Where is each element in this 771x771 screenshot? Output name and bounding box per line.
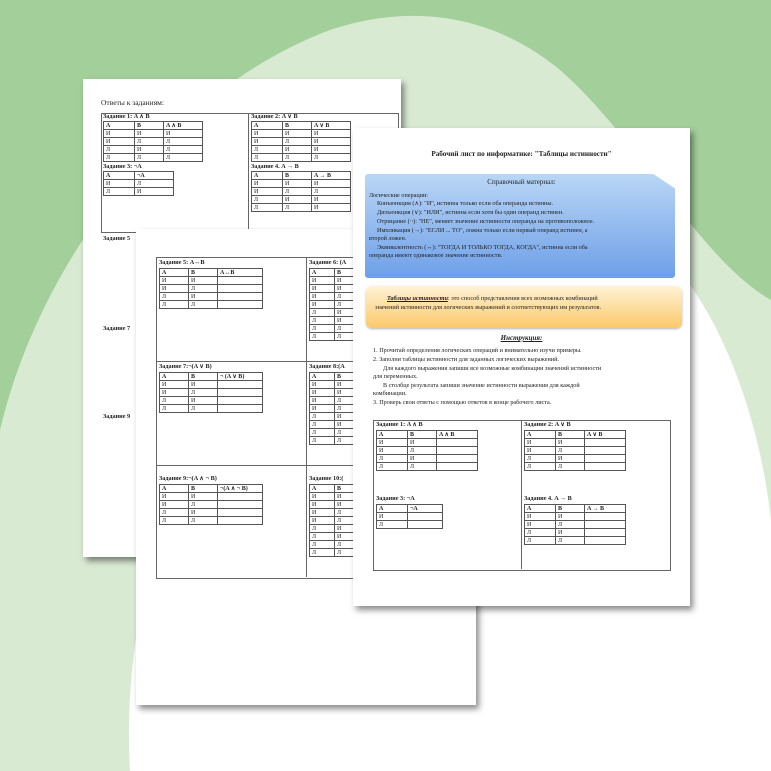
- front-page: Рабочий лист по информатике: "Таблицы истинности" Справочный материал: Логические операции: Конъюнкция (∧): "И", истинна только если оба операнда истинны. Дизъюнкция (∨): "ИЛИ", истинна если хотя бы один операнд истинен. Отрицание (¬): "НЕ", меняет значение истинности операнда на противоположное. Импликация (→): "ЕСЛИ ... ТО", ложна только если первый операнд истинен, а второй ложен. Эквивалентность (↔): "ТОГДА И ТОЛЬКО ТОГДА, КОГДА", истинна если оба операнда имеют одинаковое значение истинности. Таблицы истинности: это способ представления всех возможных комбинаций значений истинности для логических выражений и соответствующих им результатов. Инструкция: 1. Прочитай определения логических операций и внимательно изучи примеры. 2. Заполни таблицы истинности для заданных логических выражений. Для каждого выражения запиши все возможные комбинации значений истинности для переменных. В столбце результата запиши значение истинности выражения для каждой комбинации. 3. Проверь свои ответы с помощью ответов в конце рабочего листа. Задание 1: A ∧ B A B A ∧ B И И И Л Л И Л Л Задание 2: A ∨ B A B A ∨ B И И И Л Л И Л Л Задание 3: ¬A A ¬A И Л Задание 4. A → B A B A → B И И И Л Л И Л Л: [353, 128, 690, 606]
- task-9-table: [159, 484, 263, 525]
- table-cell: Л: [525, 537, 556, 545]
- table-cell: Л: [525, 529, 556, 537]
- table-cell[interactable]: [585, 537, 626, 545]
- answer-7-label: Задание 7: [103, 325, 131, 332]
- task-5-title: Задание 5: A↔B: [159, 259, 205, 266]
- table-cell: Л: [408, 463, 437, 471]
- table-cell: Л: [189, 405, 218, 413]
- table-cell: Л: [283, 188, 312, 196]
- table-cell: Л: [310, 533, 335, 541]
- table-cell: И: [135, 188, 174, 196]
- answer-5-label: Задание 5: [103, 235, 131, 242]
- table-cell[interactable]: [218, 381, 263, 389]
- table-cell: И: [335, 533, 360, 541]
- table-cell: B: [408, 431, 437, 439]
- table-cell: A ∨ B: [585, 431, 626, 439]
- table-cell[interactable]: [437, 455, 478, 463]
- table-cell: Л: [310, 413, 335, 421]
- table-cell: Л: [335, 405, 360, 413]
- table-cell[interactable]: [218, 397, 263, 405]
- table-cell: Л: [525, 463, 556, 471]
- table-cell: И: [335, 317, 360, 325]
- table-cell: И: [189, 397, 218, 405]
- table-cell: И: [335, 421, 360, 429]
- table-cell: Л: [189, 301, 218, 309]
- table-cell: Л: [525, 455, 556, 463]
- table-cell[interactable]: [585, 447, 626, 455]
- table-cell: Л: [335, 429, 360, 437]
- table-cell: Л: [556, 447, 585, 455]
- answer-9-label: Задание 9: [103, 413, 131, 420]
- table-cell: Л: [312, 188, 351, 196]
- table-cell[interactable]: [218, 389, 263, 397]
- table-cell: И: [556, 439, 585, 447]
- table-cell: A: [104, 172, 135, 180]
- table-cell: И: [283, 146, 312, 154]
- table-cell: Л: [377, 521, 408, 529]
- table-cell: Л: [104, 188, 135, 196]
- table-cell[interactable]: [408, 521, 443, 529]
- table-cell: Л: [310, 541, 335, 549]
- table-cell: Л: [310, 421, 335, 429]
- page-title: Рабочий лист по информатике: "Таблицы истинности": [431, 150, 612, 158]
- task-6-title: Задание 6: (A: [309, 259, 347, 266]
- table-cell: И: [310, 277, 335, 285]
- reference-box: [365, 174, 675, 278]
- table-cell: A: [252, 172, 283, 180]
- table-cell: И: [160, 501, 189, 509]
- table-cell[interactable]: [218, 405, 263, 413]
- table-cell: Л: [189, 501, 218, 509]
- table-cell[interactable]: [437, 463, 478, 471]
- answer-3-title: Задание 3: ¬A: [103, 163, 142, 170]
- table-cell: B: [189, 485, 218, 493]
- task-7-title: Задание 7:¬(A ∨ B): [159, 363, 212, 370]
- table-cell: И: [160, 285, 189, 293]
- task-9-title: Задание 9:¬(A ∧ ¬ B): [159, 475, 217, 482]
- table-cell: A: [310, 485, 335, 493]
- table-cell: Л: [335, 541, 360, 549]
- table-cell: И: [104, 130, 135, 138]
- table-cell: И: [135, 146, 164, 154]
- table-cell: И: [252, 188, 283, 196]
- table-cell: Л: [335, 549, 360, 557]
- table-cell: И: [525, 447, 556, 455]
- table-cell: И: [164, 130, 203, 138]
- table-cell: Л: [164, 154, 203, 162]
- table-cell: И: [189, 493, 218, 501]
- table-cell[interactable]: [218, 509, 263, 517]
- task-4-table: [524, 504, 626, 545]
- table-cell: Л: [252, 196, 283, 204]
- table-cell: B: [189, 269, 218, 277]
- table-cell: A: [310, 373, 335, 381]
- table-cell[interactable]: [218, 493, 263, 501]
- table-cell: И: [310, 293, 335, 301]
- table-cell: Л: [135, 154, 164, 162]
- task-2-title: Задание 2: A ∨ B: [524, 421, 571, 428]
- table-cell: Л: [335, 437, 360, 445]
- table-cell: И: [135, 130, 164, 138]
- table-cell: И: [189, 509, 218, 517]
- table-cell: И: [335, 493, 360, 501]
- table-cell: И: [525, 439, 556, 447]
- table-cell: Л: [556, 537, 585, 545]
- table-cell: И: [189, 277, 218, 285]
- instructions-title: Инструкция:: [500, 334, 543, 342]
- task-2-table: [524, 430, 626, 471]
- definition-term: Таблицы истинности: [387, 295, 448, 302]
- table-cell: И: [556, 513, 585, 521]
- task-8-title: Задание 8:(A: [309, 363, 345, 370]
- table-cell: A: [252, 122, 283, 130]
- table-cell: Л: [335, 509, 360, 517]
- table-cell: A → B: [312, 172, 351, 180]
- table-cell: И: [310, 285, 335, 293]
- table-cell[interactable]: [437, 439, 478, 447]
- table-cell: И: [556, 529, 585, 537]
- table-cell: Л: [160, 509, 189, 517]
- definition-line-1: Таблицы истинности: это способ представления всех возможных комбинаций: [387, 295, 598, 302]
- table-cell: Л: [335, 301, 360, 309]
- task-7-table: [159, 372, 263, 413]
- table-cell: И: [312, 130, 351, 138]
- table-cell: Л: [335, 517, 360, 525]
- table-cell: B: [335, 269, 360, 277]
- task-10-title: Задание 10:(: [309, 475, 344, 482]
- table-cell: И: [335, 309, 360, 317]
- table-cell: A ∨ B: [312, 122, 351, 130]
- table-cell: Л: [252, 154, 283, 162]
- table-cell: И: [160, 381, 189, 389]
- table-cell: И: [252, 180, 283, 188]
- table-cell: И: [104, 180, 135, 188]
- table-cell: A: [377, 505, 408, 513]
- table-cell: И: [556, 455, 585, 463]
- table-cell: Л: [252, 204, 283, 212]
- table-cell[interactable]: [218, 285, 263, 293]
- table-cell: И: [335, 277, 360, 285]
- table-cell: Л: [283, 204, 312, 212]
- table-cell: ¬A: [135, 172, 174, 180]
- table-cell: ¬A: [408, 505, 443, 513]
- table-cell: Л: [310, 525, 335, 533]
- answer-2-title: Задание 2: A ∨ B: [251, 113, 298, 120]
- table-cell: И: [252, 138, 283, 146]
- table-cell: Л: [160, 405, 189, 413]
- table-cell: Л: [283, 154, 312, 162]
- table-cell: Л: [310, 325, 335, 333]
- table-cell: И: [310, 301, 335, 309]
- table-cell[interactable]: [218, 501, 263, 509]
- task-1-title: Задание 1: A ∧ B: [376, 421, 423, 428]
- table-cell[interactable]: [585, 513, 626, 521]
- table-cell: И: [312, 196, 351, 204]
- table-cell: A: [160, 269, 189, 277]
- table-cell: Л: [252, 146, 283, 154]
- table-cell: И: [283, 196, 312, 204]
- answer-2-table: [251, 121, 351, 162]
- table-cell: И: [310, 381, 335, 389]
- table-cell: Л: [310, 549, 335, 557]
- answers-title: Ответы к заданиям:: [101, 98, 164, 107]
- table-cell: Л: [310, 317, 335, 325]
- table-cell[interactable]: [585, 529, 626, 537]
- table-cell: Л: [310, 437, 335, 445]
- table-cell: A ∧ B: [437, 431, 478, 439]
- table-cell: B: [135, 122, 164, 130]
- table-cell: B: [283, 122, 312, 130]
- table-cell[interactable]: [218, 277, 263, 285]
- reference-title: Справочный материал:: [487, 178, 556, 186]
- table-cell: B: [556, 431, 585, 439]
- table-cell: Л: [310, 309, 335, 317]
- table-cell: B: [556, 505, 585, 513]
- table-cell: A → B: [585, 505, 626, 513]
- table-cell: Л: [189, 389, 218, 397]
- table-cell: Л: [556, 463, 585, 471]
- task-3-table: [376, 504, 443, 529]
- table-cell: И: [312, 204, 351, 212]
- table-cell: И: [283, 130, 312, 138]
- table-cell: И: [312, 180, 351, 188]
- table-cell: Л: [312, 154, 351, 162]
- table-cell: A: [160, 373, 189, 381]
- table-cell: И: [252, 130, 283, 138]
- table-cell: Л: [135, 138, 164, 146]
- table-cell: B: [189, 373, 218, 381]
- table-cell: И: [408, 439, 437, 447]
- table-cell: ¬(A ∧ ¬ B): [218, 485, 263, 493]
- table-cell: Л: [335, 397, 360, 405]
- table-cell: И: [310, 389, 335, 397]
- table-cell: A: [377, 431, 408, 439]
- table-cell: A: [525, 431, 556, 439]
- table-cell: Л: [283, 138, 312, 146]
- table-cell: И: [312, 138, 351, 146]
- task-5-table: [159, 268, 263, 309]
- table-cell: И: [310, 509, 335, 517]
- table-cell: И: [104, 138, 135, 146]
- table-cell: Л: [160, 293, 189, 301]
- table-cell[interactable]: [218, 517, 263, 525]
- table-cell: И: [160, 493, 189, 501]
- table-cell: И: [335, 381, 360, 389]
- table-cell: Л: [160, 301, 189, 309]
- table-cell: И: [160, 277, 189, 285]
- table-cell: A: [525, 505, 556, 513]
- table-cell: И: [525, 521, 556, 529]
- table-cell[interactable]: [585, 455, 626, 463]
- table-cell: И: [377, 447, 408, 455]
- table-cell: Л: [408, 447, 437, 455]
- task-3-title: Задание 3: ¬A: [376, 495, 415, 502]
- table-cell[interactable]: [585, 439, 626, 447]
- table-cell: И: [310, 501, 335, 509]
- table-cell: A: [310, 269, 335, 277]
- table-cell: Л: [377, 463, 408, 471]
- table-cell: И: [335, 389, 360, 397]
- table-cell: B: [283, 172, 312, 180]
- table-cell: A: [160, 485, 189, 493]
- table-cell: И: [377, 439, 408, 447]
- table-cell: Л: [164, 138, 203, 146]
- table-cell: Л: [135, 180, 174, 188]
- table-cell: И: [310, 397, 335, 405]
- table-cell: Л: [104, 154, 135, 162]
- table-cell: И: [335, 501, 360, 509]
- table-cell: A: [104, 122, 135, 130]
- table-cell: И: [189, 381, 218, 389]
- table-cell: Л: [335, 333, 360, 341]
- table-cell: Л: [335, 293, 360, 301]
- table-cell[interactable]: [218, 301, 263, 309]
- table-cell: И: [310, 405, 335, 413]
- table-cell[interactable]: [585, 521, 626, 529]
- table-cell: Л: [189, 285, 218, 293]
- table-cell: Л: [164, 146, 203, 154]
- answer-1-table: [103, 121, 203, 162]
- table-cell: И: [160, 389, 189, 397]
- table-cell: И: [189, 293, 218, 301]
- task-4-title: Задание 4. A → B: [524, 495, 572, 502]
- table-cell: A↔B: [218, 269, 263, 277]
- definition-line-2: значений истинности для логических выражений и соответствующих им результатов.: [375, 304, 602, 311]
- table-cell[interactable]: [408, 513, 443, 521]
- table-cell: B: [335, 373, 360, 381]
- table-cell: Л: [310, 429, 335, 437]
- table-cell: Л: [335, 325, 360, 333]
- table-cell[interactable]: [437, 447, 478, 455]
- table-cell: И: [377, 513, 408, 521]
- table-cell: Л: [310, 333, 335, 341]
- table-cell: Л: [160, 517, 189, 525]
- table-cell: И: [335, 525, 360, 533]
- table-cell[interactable]: [585, 463, 626, 471]
- answer-4-title: Задание 4. A → B: [251, 163, 299, 170]
- table-cell: И: [310, 517, 335, 525]
- table-cell: Л: [189, 517, 218, 525]
- table-cell: И: [310, 493, 335, 501]
- table-cell: ¬ (A ∨ B): [218, 373, 263, 381]
- table-cell: И: [335, 413, 360, 421]
- table-cell: И: [525, 513, 556, 521]
- table-cell: И: [312, 146, 351, 154]
- table-cell[interactable]: [218, 293, 263, 301]
- task-1-table: [376, 430, 478, 471]
- table-cell: Л: [160, 397, 189, 405]
- answer-4-table: [251, 171, 351, 212]
- table-cell: A ∧ B: [164, 122, 203, 130]
- table-cell: B: [335, 485, 360, 493]
- table-cell: И: [335, 285, 360, 293]
- table-cell: Л: [556, 521, 585, 529]
- table-cell: И: [408, 455, 437, 463]
- table-cell: Л: [377, 455, 408, 463]
- table-cell: И: [283, 180, 312, 188]
- answer-1-title: Задание 1: A ∧ B: [103, 113, 150, 120]
- table-cell: Л: [104, 146, 135, 154]
- answer-3-table: [103, 171, 174, 196]
